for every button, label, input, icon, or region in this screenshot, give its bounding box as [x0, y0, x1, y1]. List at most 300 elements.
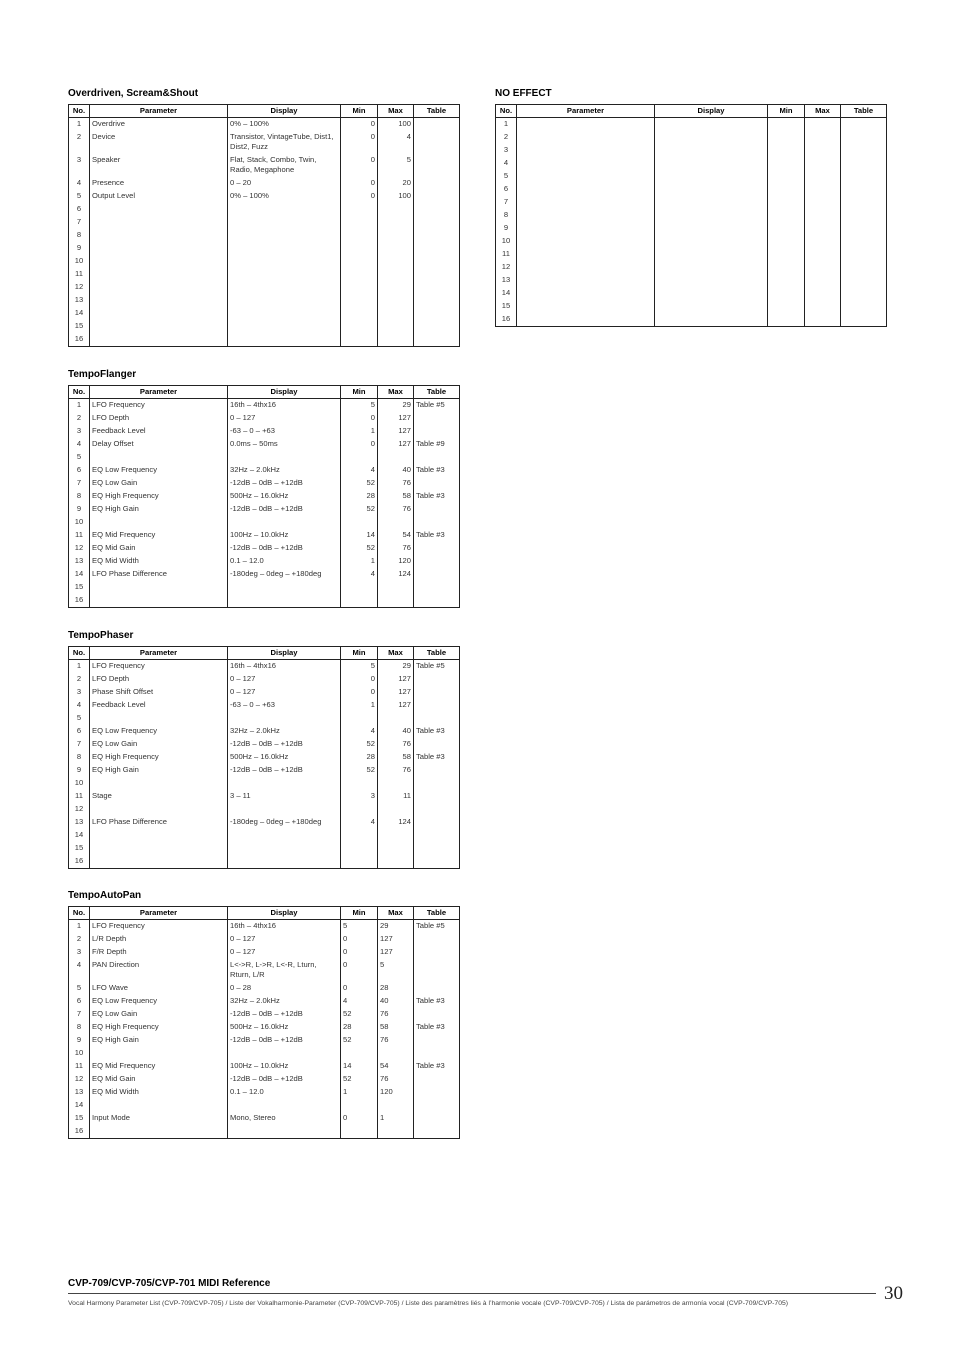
cell-min: 1	[341, 425, 378, 438]
table-row	[496, 118, 887, 132]
column-header-min: Min	[341, 105, 378, 118]
cell-display: -12dB – 0dB – +12dB	[228, 542, 341, 555]
cell-no: 7	[496, 196, 517, 209]
table-row	[69, 1008, 460, 1021]
cell-display: 0.1 – 12.0	[228, 1086, 341, 1099]
cell-no: 4	[69, 438, 90, 451]
cell-parameter	[90, 281, 228, 294]
cell-no: 7	[69, 216, 90, 229]
cell-display	[655, 235, 768, 248]
table-row	[496, 170, 887, 183]
table-row	[69, 581, 460, 594]
cell-max: 100	[378, 190, 414, 203]
cell-parameter: EQ Low Frequency	[90, 995, 228, 1008]
cell-parameter	[90, 268, 228, 281]
cell-no: 3	[69, 154, 90, 177]
cell-min	[768, 157, 805, 170]
cell-table	[841, 183, 887, 196]
cell-table	[414, 1073, 460, 1086]
cell-max: 100	[378, 118, 414, 132]
cell-max: 40	[378, 464, 414, 477]
table-row	[69, 294, 460, 307]
cell-display: 0.1 – 12.0	[228, 555, 341, 568]
table-row	[496, 222, 887, 235]
cell-no: 5	[69, 451, 90, 464]
cell-parameter	[90, 216, 228, 229]
cell-parameter: EQ Low Frequency	[90, 725, 228, 738]
page-number: 30	[884, 1283, 903, 1304]
cell-min	[341, 829, 378, 842]
table-row	[69, 307, 460, 320]
cell-no: 3	[69, 686, 90, 699]
table-row	[69, 555, 460, 568]
cell-max: 127	[378, 686, 414, 699]
table-row	[69, 229, 460, 242]
cell-display: 0% – 100%	[228, 190, 341, 203]
cell-no: 12	[69, 281, 90, 294]
cell-no: 6	[69, 995, 90, 1008]
cell-max	[378, 777, 414, 790]
cell-no: 14	[69, 568, 90, 581]
cell-no: 12	[69, 803, 90, 816]
cell-display: 16th – 4thx16	[228, 920, 341, 934]
table-row	[69, 177, 460, 190]
table-row	[69, 699, 460, 712]
cell-min: 0	[341, 412, 378, 425]
column-header-no: No.	[69, 907, 90, 920]
cell-max	[378, 203, 414, 216]
cell-max: 127	[378, 412, 414, 425]
cell-min	[341, 333, 378, 347]
cell-display: L<->R, L->R, L<-R, Lturn, Rturn, L/R	[228, 959, 341, 982]
cell-min	[768, 261, 805, 274]
table-row	[69, 738, 460, 751]
table-header-row	[69, 647, 460, 660]
cell-min	[341, 594, 378, 608]
cell-min: 28	[341, 490, 378, 503]
cell-max	[805, 170, 841, 183]
cell-parameter: EQ High Gain	[90, 1034, 228, 1047]
cell-no: 2	[69, 933, 90, 946]
cell-max: 58	[378, 490, 414, 503]
cell-min: 0	[341, 177, 378, 190]
cell-no: 13	[69, 816, 90, 829]
cell-min: 14	[341, 1060, 378, 1073]
cell-table	[414, 673, 460, 686]
table-row	[69, 959, 460, 982]
cell-no: 10	[69, 516, 90, 529]
cell-min	[768, 196, 805, 209]
cell-min: 1	[341, 1086, 378, 1099]
cell-max	[378, 581, 414, 594]
cell-table	[841, 313, 887, 327]
cell-parameter: Feedback Level	[90, 699, 228, 712]
cell-max: 127	[378, 699, 414, 712]
table-row	[69, 516, 460, 529]
cell-display	[228, 803, 341, 816]
table-row	[69, 1060, 460, 1073]
cell-display	[228, 294, 341, 307]
cell-display: 500Hz – 16.0kHz	[228, 1021, 341, 1034]
cell-table	[414, 451, 460, 464]
cell-parameter	[90, 229, 228, 242]
parameter-table	[68, 906, 460, 1139]
cell-min	[341, 255, 378, 268]
cell-min	[341, 203, 378, 216]
cell-parameter	[90, 294, 228, 307]
cell-no: 12	[496, 261, 517, 274]
column-header-min: Min	[768, 105, 805, 118]
cell-table	[414, 255, 460, 268]
cell-no: 6	[69, 725, 90, 738]
cell-no: 2	[496, 131, 517, 144]
table-row	[496, 248, 887, 261]
cell-no: 8	[69, 229, 90, 242]
cell-table	[841, 144, 887, 157]
cell-parameter: EQ High Gain	[90, 764, 228, 777]
cell-no: 5	[69, 982, 90, 995]
cell-display	[655, 196, 768, 209]
column-header-no: No.	[496, 105, 517, 118]
cell-table	[414, 131, 460, 154]
table-row	[69, 118, 460, 132]
cell-max: 20	[378, 177, 414, 190]
cell-max	[805, 235, 841, 248]
table-row	[69, 568, 460, 581]
cell-table	[414, 555, 460, 568]
cell-table	[414, 516, 460, 529]
cell-display	[228, 451, 341, 464]
table-row	[496, 131, 887, 144]
cell-display	[655, 131, 768, 144]
cell-display: 0.0ms – 50ms	[228, 438, 341, 451]
table-block-tempophaser	[68, 630, 460, 869]
cell-no: 2	[69, 412, 90, 425]
cell-display: 32Hz – 2.0kHz	[228, 725, 341, 738]
table-row	[69, 829, 460, 842]
cell-table	[414, 764, 460, 777]
column-header-display: Display	[228, 647, 341, 660]
cell-min	[341, 855, 378, 869]
cell-max: 124	[378, 568, 414, 581]
cell-min	[768, 144, 805, 157]
cell-parameter	[517, 118, 655, 132]
cell-parameter	[517, 131, 655, 144]
cell-min: 1	[341, 555, 378, 568]
cell-parameter: EQ Mid Gain	[90, 542, 228, 555]
cell-parameter: EQ High Frequency	[90, 490, 228, 503]
cell-no: 5	[69, 712, 90, 725]
cell-display	[228, 1125, 341, 1139]
column-header-min: Min	[341, 647, 378, 660]
cell-max: 76	[378, 738, 414, 751]
column-header-table: Table	[414, 647, 460, 660]
cell-no: 6	[69, 464, 90, 477]
cell-max	[805, 248, 841, 261]
cell-table	[414, 1047, 460, 1060]
cell-max	[378, 803, 414, 816]
cell-table: Table #5	[414, 920, 460, 934]
cell-min	[341, 294, 378, 307]
cell-display	[228, 216, 341, 229]
cell-display	[228, 777, 341, 790]
cell-display: 0 – 20	[228, 177, 341, 190]
cell-table	[841, 209, 887, 222]
cell-parameter: Device	[90, 131, 228, 154]
cell-max: 5	[378, 154, 414, 177]
cell-min: 0	[341, 933, 378, 946]
cell-table: Table #5	[414, 660, 460, 674]
cell-no: 6	[496, 183, 517, 196]
cell-display	[228, 255, 341, 268]
table-row	[69, 1099, 460, 1112]
cell-max: 54	[378, 529, 414, 542]
cell-no: 14	[69, 829, 90, 842]
cell-parameter	[90, 777, 228, 790]
table-row	[69, 751, 460, 764]
cell-min: 52	[341, 542, 378, 555]
cell-min	[341, 516, 378, 529]
cell-table	[414, 503, 460, 516]
cell-max	[805, 196, 841, 209]
cell-display	[655, 274, 768, 287]
cell-parameter	[517, 183, 655, 196]
cell-table	[414, 177, 460, 190]
cell-min: 52	[341, 1008, 378, 1021]
cell-min	[341, 1099, 378, 1112]
cell-parameter: PAN Direction	[90, 959, 228, 982]
column-header-max: Max	[378, 386, 414, 399]
cell-min: 14	[341, 529, 378, 542]
cell-max	[805, 118, 841, 132]
cell-display	[655, 209, 768, 222]
cell-no: 15	[69, 1112, 90, 1125]
section-title: TempoPhaser	[68, 630, 134, 641]
table-row	[69, 764, 460, 777]
cell-display	[228, 281, 341, 294]
cell-parameter: LFO Frequency	[90, 660, 228, 674]
cell-no: 16	[496, 313, 517, 327]
cell-no: 8	[496, 209, 517, 222]
table-row	[496, 313, 887, 327]
cell-display: 100Hz – 10.0kHz	[228, 1060, 341, 1073]
table-row	[69, 920, 460, 934]
cell-min: 0	[341, 686, 378, 699]
cell-display	[228, 516, 341, 529]
cell-max: 29	[378, 660, 414, 674]
cell-table	[414, 216, 460, 229]
cell-table	[414, 242, 460, 255]
cell-table	[414, 959, 460, 982]
table-row	[69, 190, 460, 203]
cell-min	[341, 712, 378, 725]
cell-max: 127	[378, 946, 414, 959]
cell-min	[341, 842, 378, 855]
table-row	[69, 320, 460, 333]
table-row	[69, 412, 460, 425]
cell-display: Mono, Stereo	[228, 1112, 341, 1125]
cell-display: 16th – 4thx16	[228, 399, 341, 413]
cell-display	[655, 300, 768, 313]
cell-max: 76	[378, 477, 414, 490]
cell-max	[378, 333, 414, 347]
cell-display	[655, 183, 768, 196]
cell-display: 500Hz – 16.0kHz	[228, 751, 341, 764]
cell-display: -12dB – 0dB – +12dB	[228, 764, 341, 777]
cell-table	[414, 1034, 460, 1047]
cell-max: 120	[378, 1086, 414, 1099]
cell-parameter: LFO Frequency	[90, 399, 228, 413]
cell-no: 11	[69, 790, 90, 803]
cell-max: 127	[378, 425, 414, 438]
column-header-parameter: Parameter	[90, 647, 228, 660]
cell-no: 3	[496, 144, 517, 157]
table-row	[69, 464, 460, 477]
cell-display: 0% – 100%	[228, 118, 341, 132]
cell-max	[378, 1047, 414, 1060]
cell-table	[841, 248, 887, 261]
cell-max	[378, 255, 414, 268]
cell-table: Table #3	[414, 751, 460, 764]
cell-max: 28	[378, 982, 414, 995]
cell-display: -180deg – 0deg – +180deg	[228, 816, 341, 829]
cell-display	[655, 170, 768, 183]
cell-min: 0	[341, 982, 378, 995]
cell-min: 4	[341, 816, 378, 829]
cell-max	[378, 829, 414, 842]
cell-max: 127	[378, 673, 414, 686]
cell-table	[414, 686, 460, 699]
cell-display: 0 – 28	[228, 982, 341, 995]
cell-parameter: F/R Depth	[90, 946, 228, 959]
cell-min	[768, 183, 805, 196]
cell-min: 0	[341, 118, 378, 132]
section-title: Overdriven, Scream&Shout	[68, 88, 199, 99]
cell-max	[378, 516, 414, 529]
table-row	[496, 144, 887, 157]
cell-min: 4	[341, 995, 378, 1008]
cell-display: 500Hz – 16.0kHz	[228, 490, 341, 503]
cell-no: 4	[69, 177, 90, 190]
cell-display: -180deg – 0deg – +180deg	[228, 568, 341, 581]
cell-no: 12	[69, 542, 90, 555]
cell-parameter: EQ High Frequency	[90, 751, 228, 764]
cell-no: 10	[69, 777, 90, 790]
table-row	[69, 216, 460, 229]
cell-parameter: EQ Mid Gain	[90, 1073, 228, 1086]
cell-max	[805, 274, 841, 287]
table-row	[69, 438, 460, 451]
table-row	[69, 529, 460, 542]
cell-max: 58	[378, 751, 414, 764]
cell-table	[414, 203, 460, 216]
table-row	[69, 268, 460, 281]
cell-min	[768, 248, 805, 261]
table-row	[69, 855, 460, 869]
cell-no: 5	[69, 190, 90, 203]
cell-parameter	[90, 1047, 228, 1060]
cell-parameter: EQ Mid Width	[90, 1086, 228, 1099]
cell-parameter	[517, 274, 655, 287]
cell-display	[228, 229, 341, 242]
cell-display: -12dB – 0dB – +12dB	[228, 503, 341, 516]
table-row	[69, 803, 460, 816]
column-header-table: Table	[414, 386, 460, 399]
cell-no: 1	[69, 399, 90, 413]
cell-display: -12dB – 0dB – +12dB	[228, 738, 341, 751]
column-header-no: No.	[69, 386, 90, 399]
cell-parameter	[517, 313, 655, 327]
cell-no: 1	[496, 118, 517, 132]
table-row	[69, 673, 460, 686]
cell-max: 76	[378, 542, 414, 555]
cell-table: Table #3	[414, 1060, 460, 1073]
cell-max: 120	[378, 555, 414, 568]
table-row	[69, 542, 460, 555]
cell-parameter	[90, 320, 228, 333]
cell-parameter: EQ Low Gain	[90, 738, 228, 751]
column-header-max: Max	[378, 105, 414, 118]
cell-parameter	[517, 209, 655, 222]
cell-parameter	[90, 594, 228, 608]
cell-no: 16	[69, 1125, 90, 1139]
cell-max	[378, 281, 414, 294]
cell-parameter	[90, 242, 228, 255]
cell-no: 6	[69, 203, 90, 216]
table-row	[496, 235, 887, 248]
cell-min	[768, 118, 805, 132]
cell-no: 12	[69, 1073, 90, 1086]
cell-parameter	[517, 196, 655, 209]
table-row	[69, 842, 460, 855]
cell-no: 16	[69, 855, 90, 869]
cell-table	[414, 699, 460, 712]
cell-no: 11	[69, 268, 90, 281]
footer-divider	[68, 1293, 876, 1294]
cell-no: 14	[69, 307, 90, 320]
cell-max: 11	[378, 790, 414, 803]
cell-table	[841, 235, 887, 248]
cell-table	[414, 294, 460, 307]
cell-parameter: Phase Shift Offset	[90, 686, 228, 699]
cell-max	[378, 1125, 414, 1139]
cell-parameter	[90, 1099, 228, 1112]
cell-table	[841, 157, 887, 170]
cell-display: 32Hz – 2.0kHz	[228, 995, 341, 1008]
cell-no: 15	[496, 300, 517, 313]
table-row	[496, 274, 887, 287]
cell-table	[414, 842, 460, 855]
cell-parameter	[90, 333, 228, 347]
table-row	[69, 1047, 460, 1060]
cell-no: 13	[496, 274, 517, 287]
table-row	[69, 451, 460, 464]
cell-display: 32Hz – 2.0kHz	[228, 464, 341, 477]
cell-no: 8	[69, 1021, 90, 1034]
cell-max	[378, 320, 414, 333]
cell-min: 5	[341, 399, 378, 413]
cell-max	[378, 451, 414, 464]
table-row	[69, 203, 460, 216]
cell-no: 15	[69, 581, 90, 594]
cell-parameter	[517, 287, 655, 300]
table-row	[69, 712, 460, 725]
cell-table	[841, 170, 887, 183]
table-row	[496, 261, 887, 274]
cell-no: 7	[69, 738, 90, 751]
table-row	[69, 982, 460, 995]
cell-parameter	[90, 255, 228, 268]
